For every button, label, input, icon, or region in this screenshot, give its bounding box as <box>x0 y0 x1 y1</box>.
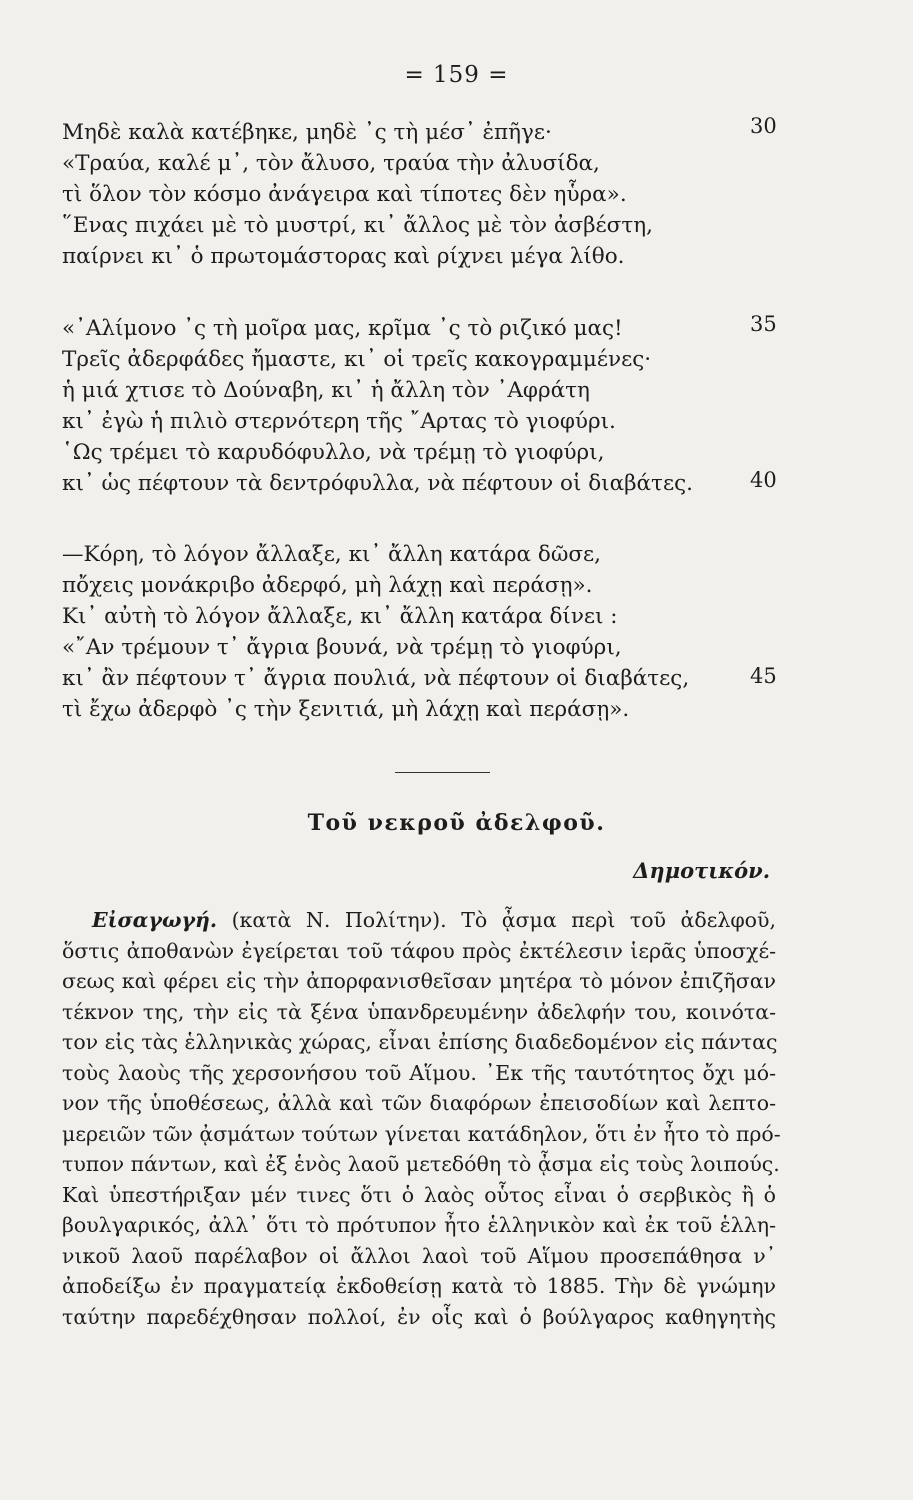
prose-line: ἀποδείξω ἐν πραγματείᾳ ἐκδοθείσῃ κατὰ τὸ 1885. Τὴν δὲ γνώμην <box>62 1274 776 1298</box>
prose-line: νον τῆς ὑποθέσεως, ἀλλὰ καὶ τῶν διαφόρων ἐπεισοδίων καὶ λεπτο- <box>62 1091 776 1115</box>
line-number: 30 <box>750 114 777 138</box>
prose-line: τέκνον της, τὴν εἰς τὰ ξένα ὑπανδρευμένην ἀδελφήν του, κοινότα- <box>62 999 776 1024</box>
verse-line: τὶ ἔχω ἀδερφὸ ᾿ς τὴν ξενιτιά, μὴ λάχῃ καὶ περάσῃ». <box>62 697 630 722</box>
prose-text: (κατὰ Ν. Πολίτην). Τὸ ᾆσμα περὶ τοῦ ἀδελφοῦ, <box>231 908 776 932</box>
verse-line: «᾿Αλίμονο ᾿ς τὴ μοῖρα μας, κρῖμα ᾿ς τὸ ριζικό μας! <box>62 316 623 341</box>
section-subtitle: Δημοτικόν. <box>633 858 770 883</box>
page-number: = 159 = <box>404 62 509 88</box>
line-number: 45 <box>750 664 777 688</box>
verse-line: ῞Ενας πιχάει μὲ τὸ μυστρί, κι᾿ ἄλλος μὲ τὸν ἀσβέστη, <box>62 213 653 238</box>
verse-line: Μηδὲ καλὰ κατέβηκε, μηδὲ ᾿ς τὴ μέσ᾿ ἐπῆγε· <box>62 120 552 145</box>
section-divider <box>395 772 490 773</box>
introduction-paragraph <box>62 905 781 1332</box>
verse-line: κι᾿ ὡς πέφτουν τὰ δεντρόφυλλα, νὰ πέφτουν οἱ διαβάτες. <box>62 471 693 496</box>
verse-line: κι᾿ ἂν πέφτουν τ᾿ ἄγρια πουλιά, νὰ πέφτουν οἱ διαβάτες, <box>62 666 690 691</box>
line-number: 40 <box>750 468 777 492</box>
section-title: Τοῦ νεκροῦ ἀδελφοῦ. <box>307 810 606 836</box>
verse-line: «῎Αν τρέμουν τ᾿ ἄγρια βουνά, νὰ τρέμῃ τὸ γιοφύρι, <box>62 635 622 660</box>
verse-line: Κι᾿ αὐτὴ τὸ λόγον ἄλλαξε, κι᾿ ἄλλη κατάρα δίνει : <box>62 604 618 629</box>
prose-line: τον εἰς τὰς ἑλληνικὰς χώρας, εἶναι ἐπίσης διαδεδομένον εἰς πάντας <box>62 1030 778 1054</box>
verse-stanza-1 <box>62 117 762 272</box>
prose-line: ταύτην παρεδέχθησαν πολλοί, ἐν οἷς καὶ ὁ βούλγαρος καθηγητὴς <box>62 1304 776 1329</box>
intro-lead: Εἰσαγωγή. <box>92 908 218 932</box>
verse-line: ῾Ως τρέμει τὸ καρυδόφυλλο, νὰ τρέμῃ τὸ γιοφύρι, <box>62 440 605 465</box>
prose-line: Καὶ ὑπεστήριξαν μέν τινες ὅτι ὁ λαὸς οὗτος εἶναι ὁ σερβικὸς ἢ ὁ <box>62 1182 776 1207</box>
prose-line <box>62 905 776 936</box>
prose-line: τοὺς λαοὺς τῆς χερσονήσου τοῦ Αἵμου. ᾿Εκ τῆς ταυτότητος ὄχι μό- <box>62 1060 776 1085</box>
prose-line: μερειῶν τῶν ᾀσμάτων τούτων γίνεται κατάδηλον, ὅτι ἐν ἦτο τὸ πρό- <box>62 1121 781 1146</box>
prose-line: βουλγαρικός, ἀλλ᾿ ὅτι τὸ πρότυπον ἦτο ἑλληνικὸν καὶ ἐκ τοῦ ἑλλη- <box>62 1213 776 1237</box>
verse-line: «Τραύα, καλέ μ᾿, τὸν ἄλυσο, τραύα τὴν ἀλυσίδα, <box>62 151 600 176</box>
verse-line: κι᾿ ἐγὼ ἡ πιλιὸ στερνότερη τῆς ῎Αρτας τὸ γιοφύρι. <box>62 409 616 434</box>
verse-line: Τρεῖς ἀδερφάδες ἤμαστε, κι᾿ οἱ τρεῖς κακογραμμένες· <box>62 347 652 372</box>
prose-line: σεως καὶ φέρει εἰς τὴν ἀπορφανισθεῖσαν μητέρα τὸ μόνον ἐπιζῆσαν <box>62 969 776 993</box>
prose-line: ὅστις ἀποθανὼν ἐγείρεται τοῦ τάφου πρὸς ἐκτέλεσιν ἱερᾶς ὑποσχέ- <box>62 938 776 963</box>
verse-line: παίρνει κι᾿ ὁ πρωτομάστορας καὶ ρίχνει μέγα λίθο. <box>62 244 625 269</box>
prose-line: τυπον πάντων, καὶ ἐξ ἑνὸς λαοῦ μετεδόθη τὸ ᾆσμα εἰς τοὺς λοιπούς. <box>62 1152 780 1176</box>
prose-line: νικοῦ λαοῦ παρέλαβον οἱ ἄλλοι λαοὶ τοῦ Αἵμου προσεπάθησα ν᾿ <box>62 1243 776 1268</box>
verse-line: πὄχεις μονάκριβο ἀδερφό, μὴ λάχῃ καὶ περάσῃ». <box>62 573 593 598</box>
verse-line: ἡ μιά χτισε τὸ Δούναβη, κι᾿ ἡ ἄλλη τὸν ᾿Αφράτη <box>62 378 590 403</box>
verse-stanza-2 <box>62 313 762 499</box>
verse-line: —Κόρη, τὸ λόγον ἄλλαξε, κι᾿ ἄλλη κατάρα δῶσε, <box>62 542 602 567</box>
verse-stanza-3 <box>62 539 762 725</box>
line-number: 35 <box>750 312 777 336</box>
verse-line: τὶ ὅλον τὸν κόσμο ἀνάγειρα καὶ τίποτες δὲν ηὗρα». <box>62 182 627 207</box>
